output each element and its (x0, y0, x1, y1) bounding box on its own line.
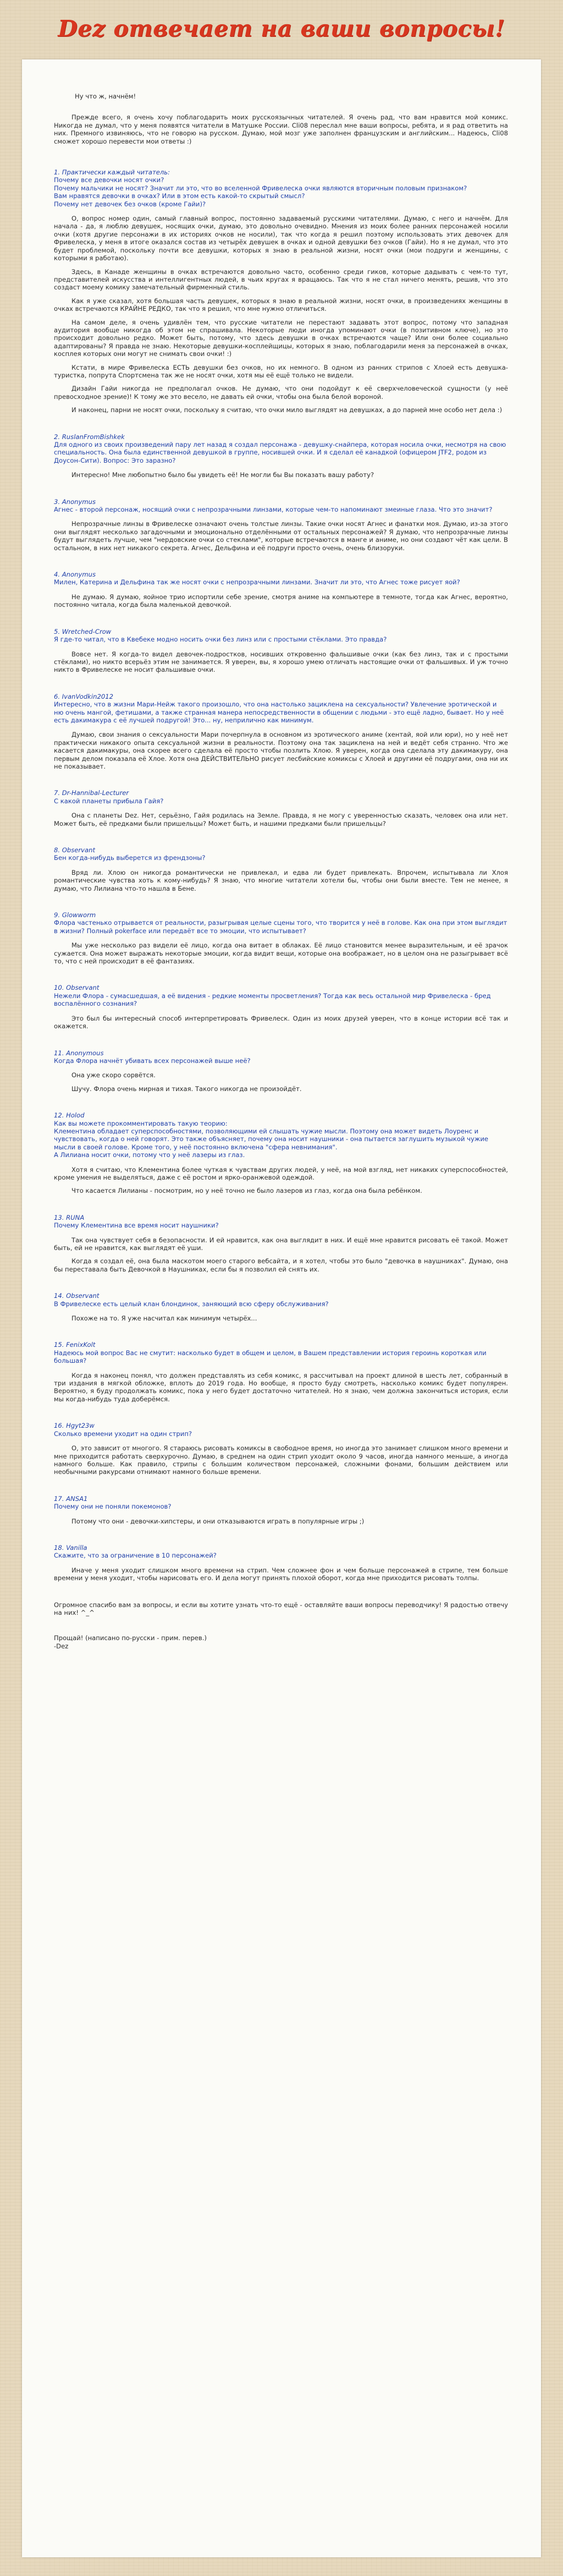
question-author: 15. FenixKolt (54, 1341, 96, 1349)
answer-paragraph: Непрозрачные линзы в Фривелеске означают очень толстые линзы. Такие очки носят Агнес и фанатки моя. Думаю, из-за этого они выглядят несколько загадочными и эмоционально отделёнными от остальных персонажей? Я думаю, что непрозрачные линзы будут выглядеть лучше, чем "нердовские очки со стеклами", которые встречаются в манге и аниме, но они создают чёт как цели. В остальном, в них нет никакого секрета. Агнес, Дельфина и её подруги просто очень, очень близоруки. (54, 520, 508, 552)
document-content (54, 92, 508, 1650)
question-author: 7. Dr-Hannibal-Lecturer (54, 789, 129, 797)
question-text: Флора частенько отрывается от реальности, разыгрывая целые сцены того, что творится у неё в голове. Как она при этом выглядит в жизни? Полный pokerface или передаёт все то эмоции, что испытывает? (54, 919, 507, 935)
question-text: Почему Клементина все время носит наушники? (54, 1221, 219, 1230)
question-author: 8. Observant (54, 846, 96, 854)
question-author: 16. Hgyt23w (54, 1422, 95, 1430)
question-text: Скажите, что за ограничение в 10 персонажей? (54, 1552, 217, 1560)
answer-paragraph: Она с планеты Dez. Нет, серьёзно, Гайя родилась на Земле. Правда, я не могу с уверенностью сказать, человек она или нет. Может быть, её предками были пришельцы? Может быть, и нашими предками были пришельцы? (54, 812, 508, 827)
question-author: 1. Практически каждый читатель: (54, 168, 170, 177)
question-author: 3. Anonymus (54, 497, 96, 506)
answer-paragraph: Она уже скоро сорвётся. (71, 1071, 156, 1079)
answer-paragraph: Вовсе нет. Я когда-то видел девочек-подростков, носивших откровенно фальшивые очки (как без линз, так и с простыми стёклами), но никто всерьёз этим не занимается. Я уверен, вы, я хорошо умею отличать настоящие очки от фальшивых. И уж точно никто в Фривелеске не носит фальшивые очки. (54, 650, 508, 674)
question-author: 9. Glowworm (54, 911, 96, 919)
question-author: 6. IvanVodkin2012 (54, 692, 113, 700)
signoff-author: -Dez (54, 1642, 69, 1650)
question-text: Сколько времени уходит на один стрип? (54, 1429, 192, 1438)
qa-item (54, 1111, 508, 1195)
question-text: Я где-то читал, что в Квебеке модно носить очки без линз или с простыми стёклами. Это правда? (54, 635, 387, 644)
qa-item (54, 571, 508, 609)
question-text: Надеюсь мой вопрос Вас не смутит: насколько будет в общем и целом, в Вашем представлении история героинь короткая или большая? (54, 1349, 487, 1365)
greeting: Ну что ж, начнём! (75, 92, 136, 100)
answer-paragraph: Думаю, свои знания о сексуальности Мари почерпнула в основном из эротического аниме (хентай, яой или юри), но у неё нет практически никакого опыта сексуальной жизни в реальности. Поэтому она так зациклена на ней и ведёт себя странно. Что же касается дакимакуры, она скорее всего сделала её просто чтобы позлить Хлою. Я уверен, когда она сделала эту дакимакуру, она первым делом показала её Хлое. Хотя она ДЕЙСТВИТЕЛЬНО рисует лесбийские комиксы с Хлоей и другими её подругами, она ни их не показывает. (54, 731, 508, 770)
answer-paragraph: Кстати, в мире Фривелеска ЕСТЬ девушки без очков, но их немного. В одном из ранних стрипов с Хлоей есть девушка-туристка, попрута Спортсмена так же не носят очки, хотя мы её ещё только не видели. (54, 363, 508, 379)
signoff (54, 1634, 508, 1650)
qa-list (54, 168, 508, 1601)
answer-paragraph: Так она чувствует себя в безопасности. И ей нравится, как она выглядит в них. И ещё мне нравится рисовать её такой. Может быть, ей не нравится, как выглядят её уши. (54, 1236, 508, 1252)
qa-item (54, 693, 508, 771)
qa-item (54, 1544, 508, 1582)
answer-paragraph: Не думаю. Я думаю, яойное трио испортили себе зрение, смотря аниме на компьютере в темноте, тогда как Агнес, вероятно, постоянно читала, когда была маленькой девочкой. (54, 593, 508, 609)
question-author: 18. Vanilla (54, 1543, 87, 1552)
question-text: Когда Флора начнёт убивать всех персонажей выше неё? (54, 1056, 251, 1065)
answer-paragraph: Когда я создал её, она была маскотом моего старого вебсайта, и я хотел, чтобы это было "девочка в наушниках". Думаю, она бы переставала быть Девочкой в Наушниках, если бы я позволил ей снять их. (54, 1257, 508, 1273)
qa-item (54, 1214, 508, 1273)
qa-item (54, 1422, 508, 1476)
qa-item (54, 168, 508, 414)
answer-paragraph: Вряд ли. Хлою он никогда романтически не привлекал, и едва ли будет привлекать. Впрочем, испытывала ли Хлоя романтические чувства хоть к кому-нибудь? Я знаю, что многие читатели хотели бы, чтобы они были вместе. Тем не менее, я думаю, что Лилиана что-то нашла в Бене. (54, 868, 508, 892)
intro-paragraph: Прежде всего, я очень хочу поблагодарить моих русскоязычных читателей. Я очень рад, что вам нравится мой комикс. Никогда не думал, что у меня появятся читатели в Матушке России. Cli08 переслал мне ваши вопросы, ребята, и я рад ответить на них. Премного извиняюсь, что не говорю на русском. Думаю, мой мозг уже заполнен французским и английским... Надеюсь, Cli08 сможет хорошо перевести мои ответы :) (54, 113, 508, 145)
answer-paragraph: Похоже на то. Я уже насчитал как минимум четырёх... (71, 1314, 257, 1323)
answer-paragraph: Что касается Лилианы - посмотрим, но у неё точно не было лазеров из глаз, когда она была ребёнком. (71, 1187, 422, 1195)
question-text: Для одного из своих произведений пару лет назад я создал персонажа - девушку-снайпера, которая носила очки, несмотря на свою специальность. Она была единственной девушкой в группе, носившей очки. И я сделал её канадкой (офицером JTF2, родом из Доусон-Сити). Вопрос: Это заразно? (54, 441, 506, 464)
question-author: 14. Observant (54, 1292, 100, 1300)
question-text: Как вы можете прокомментировать такую теорию: Клементина обладает суперспособностями, позволяющими ей слышать чужие мысли. Поэтому она может видеть Лоуренс и чувствовать, когда о ней говорят. Это также объясняет, почему она носит наушники - она пытается заглушить музыкой чужие мысли в своей голове. Кроме того, у неё постоянно включена "сфера невнимания". А Лилиана носит очки, потому что у неё лазеры из глаз. (54, 1119, 488, 1159)
qa-item (54, 984, 508, 1030)
answer-paragraph: На самом деле, я очень удивлён тем, что русские читатели не перестают задавать этот вопрос, потому что западная аудитория вообще никогда об этом не спрашивала. Некоторые люди иногда упоминают очки (в позитивном ключе), но это происходит довольно редко. Может быть, потому, что здесь девушки в очках встречаются чаще? Или они более социально адаптированы? Я правда не знаю. Некоторые девушки-косплейщицы, которых я знаю, поблагодарили меня за персонажей в очках, косплея которых они могут не снимать свои очки! :) (54, 318, 508, 358)
answer-paragraph: Дизайн Гайи никогда не предполагал очков. Не думаю, что они подойдут к её сверхчеловеческой сущности (у неё превосходное зрение)! К тому же это весело, не давать ей очки, чтобы она была белой вороной. (54, 385, 508, 401)
outro-text: Огромное спасибо вам за вопросы, и если вы хотите узнать что-то ещё - оставляйте ваши вопросы переводчику! Я радостью отвечу на них! ^_^ (54, 1601, 508, 1616)
answer-paragraph: Мы уже несколько раз видели её лицо, когда она витает в облаках. Её лицо становится менее выразительным, и её зрачок сужается. Она может выражать некоторые эмоции, когда видит вещи, которые она воображает, но в целом она не разыгрывает всё то, что с ней происходит в её фантазиях. (54, 941, 508, 966)
question-text: Милен, Катерина и Дельфина так же носят очки с непрозрачными линзами. Значит ли это, что Агнес тоже рисует яой? (54, 578, 460, 587)
qa-item (54, 1341, 508, 1403)
qa-item (54, 628, 508, 674)
answer-paragraph: Когда я наконец понял, что должен представлять из себя комикс, я рассчитывал на проект длиной в шесть лет, собранный в три издания в мягкой обложке, вплоть до 2019 года. Но вообще, я просто буду смотреть, насколько комикс будет популярен. Вероятно, я буду продолжать комикс, пока у него будет достаточно читателей. Но я знаю, чем должна закончиться история, если мы когда-нибудь туда доберёмся. (54, 1371, 508, 1403)
qa-item (54, 846, 508, 892)
question-text: Интересно, что в жизни Мари-Нейж такого произошло, что она настолько зациклена на сексуальности? Увлечение эротической и ню очень мангой, фетишами, а также странная манера непосредственности в общении с людьми - это ещё ладно, бывает. Но у неё есть дакимакура с её лучшей подругой! Это... ну, неприлично как минимум. (54, 700, 504, 724)
question-author: 4. Anonymus (54, 571, 96, 579)
answer-paragraph: Интересно! Мне любопытно было бы увидеть её! Не могли бы Вы показать вашу работу? (71, 471, 374, 479)
qa-item (54, 1292, 508, 1322)
answer-paragraph: Иначе у меня уходит слишком много времени на стрип. Чем сложнее фон и чем больше персонажей в стрипе, тем больше времени у меня уходит, чтобы нарисовать его. И дела могут принять плохой оборот, когда мне приходится рисовать толпы. (54, 1566, 508, 1582)
page-title: Dez отвечает на ваши вопросы! (58, 15, 505, 42)
answer-paragraph: Шучу. Флора очень мирная и тихая. Такого никогда не произойдёт. (71, 1084, 302, 1093)
answer-paragraph: О, вопрос номер один, самый главный вопрос, постоянно задаваемый русскими читателями. Думаю, с него и начнём. Для начала - да, я люблю девушек, носящих очки, думаю, это довольно очевидно. Мнения из моих более ранних персонажей носили очки (хотя другие персонажи в их историях очков не носили), так что когда я решил поэтому использовать этих девочек для Фривелеска, у меня в итоге оказался состав из четырёх девушек в очках и одной девушки без очков (Гайи). Но я не думал, что это будет проблемой, поскольку почти все девушки, которых я знаю в реальной жизни, носят очки (мои подруги и женщины, с которыми я работаю). (54, 215, 508, 262)
qa-item (54, 789, 508, 827)
answer-paragraph: Здесь, в Канаде женщины в очках встречаются довольно часто, особенно среди гиков, которые дадывать с чем-то тут, представителей искусства и интеллигентных людей, в чьих кругах я вращаюсь. Так что я не стал ничего менять, решив, что это создаст моему комику замечательный фирменный стиль. (54, 267, 508, 292)
qa-item (54, 433, 508, 479)
question-author: 12. Holod (54, 1111, 85, 1120)
document-sheet (22, 59, 541, 2557)
signoff-farewell: Прощай! (написано по-русски - прим. перев.) (54, 1634, 207, 1642)
intro-section (54, 113, 508, 145)
answer-paragraph: Это был бы интересный способ интерпретировать Фривелеск. Один из моих друзей уверен, что в конце истории всё так и окажется. (54, 1014, 508, 1031)
question-text: Бен когда-нибудь выберется из френдзоны? (54, 854, 206, 862)
question-text: Почему они не поняли покемонов? (54, 1503, 172, 1511)
answer-paragraph: Как я уже сказал, хотя большая часть девушек, которых я знаю в реальной жизни, носят очки, в произведениях женщины в очках встречаются КРАЙНЕ РЕДКО, так что я решил, что мне нужно отличиться. (54, 297, 508, 313)
question-text: Почему все девочки носят очки? Почему мальчики не носят? Значит ли это, что во вселенной Фривелеска очки являются вторичным половым признаком? Вам нравятся девочки в очках? Или в этом есть какой-то скрытый смысл? Почему нет девочек без очков (кроме Гайи)? (54, 176, 467, 208)
qa-item (54, 1049, 508, 1093)
answer-paragraph: И наконец, парни не носят очки, поскольку я считаю, что очки мило выглядят на девушках, а до парней мне особо нет дела :) (71, 406, 503, 414)
question-author: 17. ANSA1 (54, 1494, 88, 1503)
qa-item (54, 498, 508, 552)
question-author: 11. Anonymous (54, 1049, 104, 1057)
question-text: Агнес - второй персонаж, носящий очки с непрозрачными линзами, которые чем-то напоминают змеиные глаза. Что это значит? (54, 506, 493, 514)
answer-paragraph: О, это зависит от многого. Я стараюсь рисовать комиксы в свободное время, но иногда это занимает слишком много времени и мне приходится работать сверхурочно. Думаю, в среднем на один стрип уходит около 9 часов, иногда намного меньше, а иногда намного больше. Как правило, стрипы с большим количеством персонажей, сложными фонами, большим действием или необычными ракурсами отнимают намного больше времени. (54, 1444, 508, 1476)
question-author: 13. RUNA (54, 1213, 85, 1221)
question-author: 10. Observant (54, 984, 100, 992)
question-text: Нежели Флора - сумасшедшая, а её видения - редкие моменты просветления? Тогда как весь остальной мир Фривелеска - бред воспалённого сознания? (54, 991, 491, 1008)
question-author: 5. Wretched-Crow (54, 627, 112, 635)
qa-item (54, 1495, 508, 1525)
qa-item (54, 911, 508, 965)
answer-paragraph: Хотя я считаю, что Клементина более чуткая к чувствам других людей, у неё, на мой взгляд, нет никаких суперспособностей, кроме умения не выделяться, даже с её ростом и ярко-оранжевой одеждой. (54, 1165, 508, 1181)
question-text: В Фривелеске есть целый клан блондинок, заняющий всю сферу обслуживания? (54, 1300, 329, 1308)
question-author: 2. RuslanFromBishkek (54, 432, 125, 441)
answer-paragraph: Потому что они - девочки-хипстеры, и они отказываются играть в популярные игры ;) (71, 1517, 365, 1525)
question-text: С какой планеты прибыла Гайя? (54, 797, 164, 805)
